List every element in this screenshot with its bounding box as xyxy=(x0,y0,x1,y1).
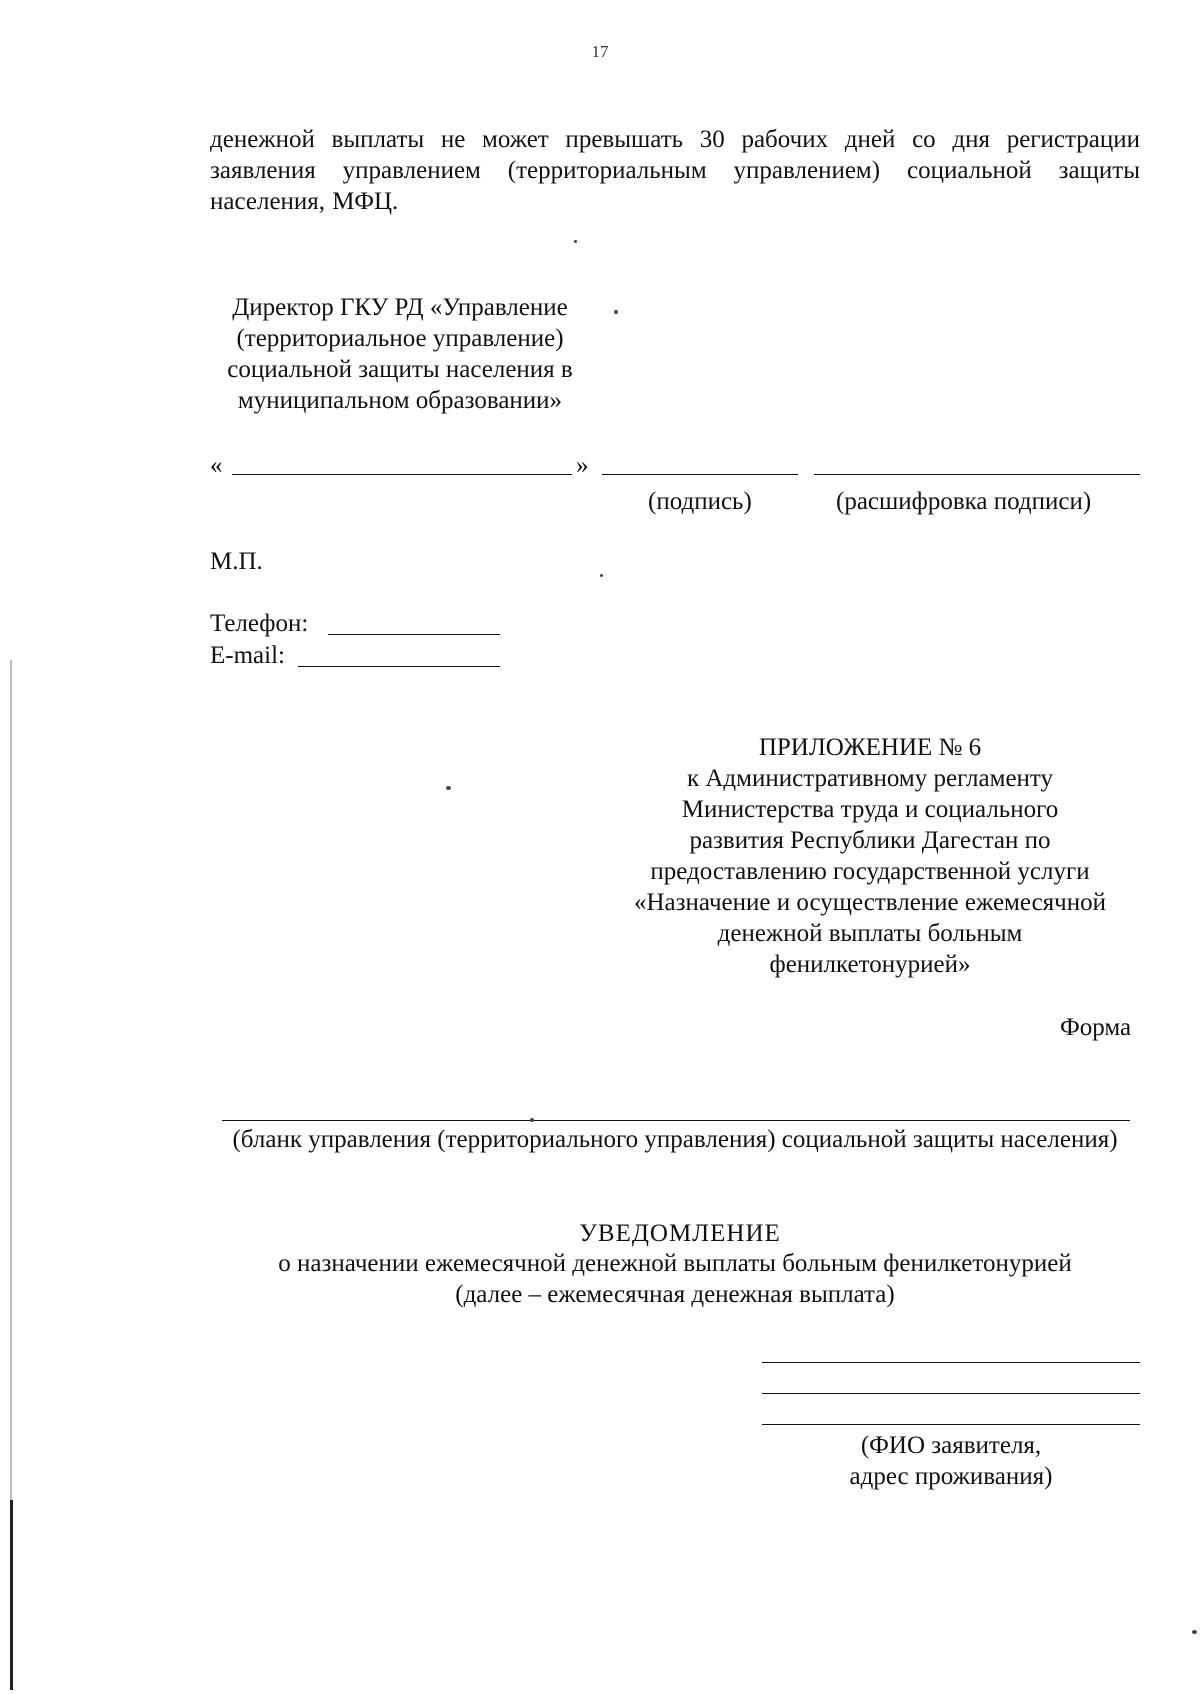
signature-row xyxy=(210,450,1140,484)
phone-blank-line[interactable] xyxy=(328,634,500,635)
appendix-line: предоставлению государственной услуги xyxy=(650,858,1090,885)
scan-speck xyxy=(530,1118,534,1122)
applicant-caption-line: (ФИО заявителя, xyxy=(860,1432,1042,1459)
signature-caption: (подпись) xyxy=(648,488,752,515)
applicant-blank-line[interactable] xyxy=(762,1424,1140,1425)
appendix-heading xyxy=(600,732,1140,980)
scan-speck xyxy=(574,240,577,243)
letterhead-caption: (бланк управления (территориального управления) социальной защиты населения) xyxy=(232,1126,1118,1153)
appendix-line: ПРИЛОЖЕНИЕ № 6 xyxy=(758,734,982,761)
continuation-paragraph xyxy=(210,124,1140,217)
director-line: (территориальное управление) xyxy=(236,325,564,352)
quote-open: « xyxy=(210,452,223,479)
director-line: социальной защиты населения в xyxy=(227,356,573,383)
notice-subtitle-line: (далее – ежемесячная денежная выплата) xyxy=(455,1281,895,1308)
email-label: E-mail: xyxy=(210,642,285,669)
date-blank-line[interactable] xyxy=(232,474,572,475)
quote-close: » xyxy=(576,452,589,479)
applicant-blank-line[interactable] xyxy=(762,1362,1140,1363)
applicant-blank-line[interactable] xyxy=(762,1393,1140,1394)
paragraph-line: заявления управлением (территориальным управлением) социальной защиты xyxy=(210,157,1140,184)
signature-blank-line[interactable] xyxy=(602,474,798,475)
appendix-line: к Административному регламенту xyxy=(686,765,1054,792)
form-label: Форма xyxy=(1060,1014,1132,1041)
letterhead-blank-line[interactable] xyxy=(222,1120,1130,1121)
notice-subtitle xyxy=(210,1248,1140,1310)
scan-speck xyxy=(614,310,618,314)
email-blank-line[interactable] xyxy=(298,666,500,667)
notice-subtitle-line: о назначении ежемесячной денежной выплаты больным фенилкетонурией xyxy=(278,1250,1072,1277)
stamp-label: М.П. xyxy=(210,548,263,575)
director-line: муниципальном образовании» xyxy=(237,387,563,414)
applicant-caption-line: адрес проживания) xyxy=(849,1463,1053,1490)
appendix-line: Министерства труда и социального xyxy=(681,796,1059,823)
director-title-block xyxy=(200,292,600,416)
signature-decode-blank-line[interactable] xyxy=(814,474,1140,475)
scan-margin-bar xyxy=(10,1500,13,1690)
scan-speck xyxy=(446,786,451,790)
page-number: 17 xyxy=(591,42,609,61)
appendix-line: «Назначение и осуществление ежемесячной xyxy=(633,889,1107,916)
paragraph-line: денежной выплаты не может превышать 30 рабочих дней со дня регистрации xyxy=(210,126,1140,153)
applicant-caption xyxy=(762,1430,1140,1492)
signature-decode-caption: (расшифровка подписи) xyxy=(836,488,1092,515)
phone-label: Телефон: xyxy=(210,610,309,637)
director-line: Директор ГКУ РД «Управление xyxy=(232,294,568,321)
appendix-line: денежной выплаты больным xyxy=(717,920,1023,947)
appendix-line: развития Республики Дагестан по xyxy=(689,827,1051,854)
scan-speck xyxy=(1192,1630,1197,1634)
notice-title: УВЕДОМЛЕНИЕ xyxy=(579,1220,781,1247)
appendix-line: фенилкетонурией» xyxy=(769,951,971,978)
scan-speck xyxy=(600,574,603,577)
paragraph-line: населения, МФЦ. xyxy=(210,188,399,215)
